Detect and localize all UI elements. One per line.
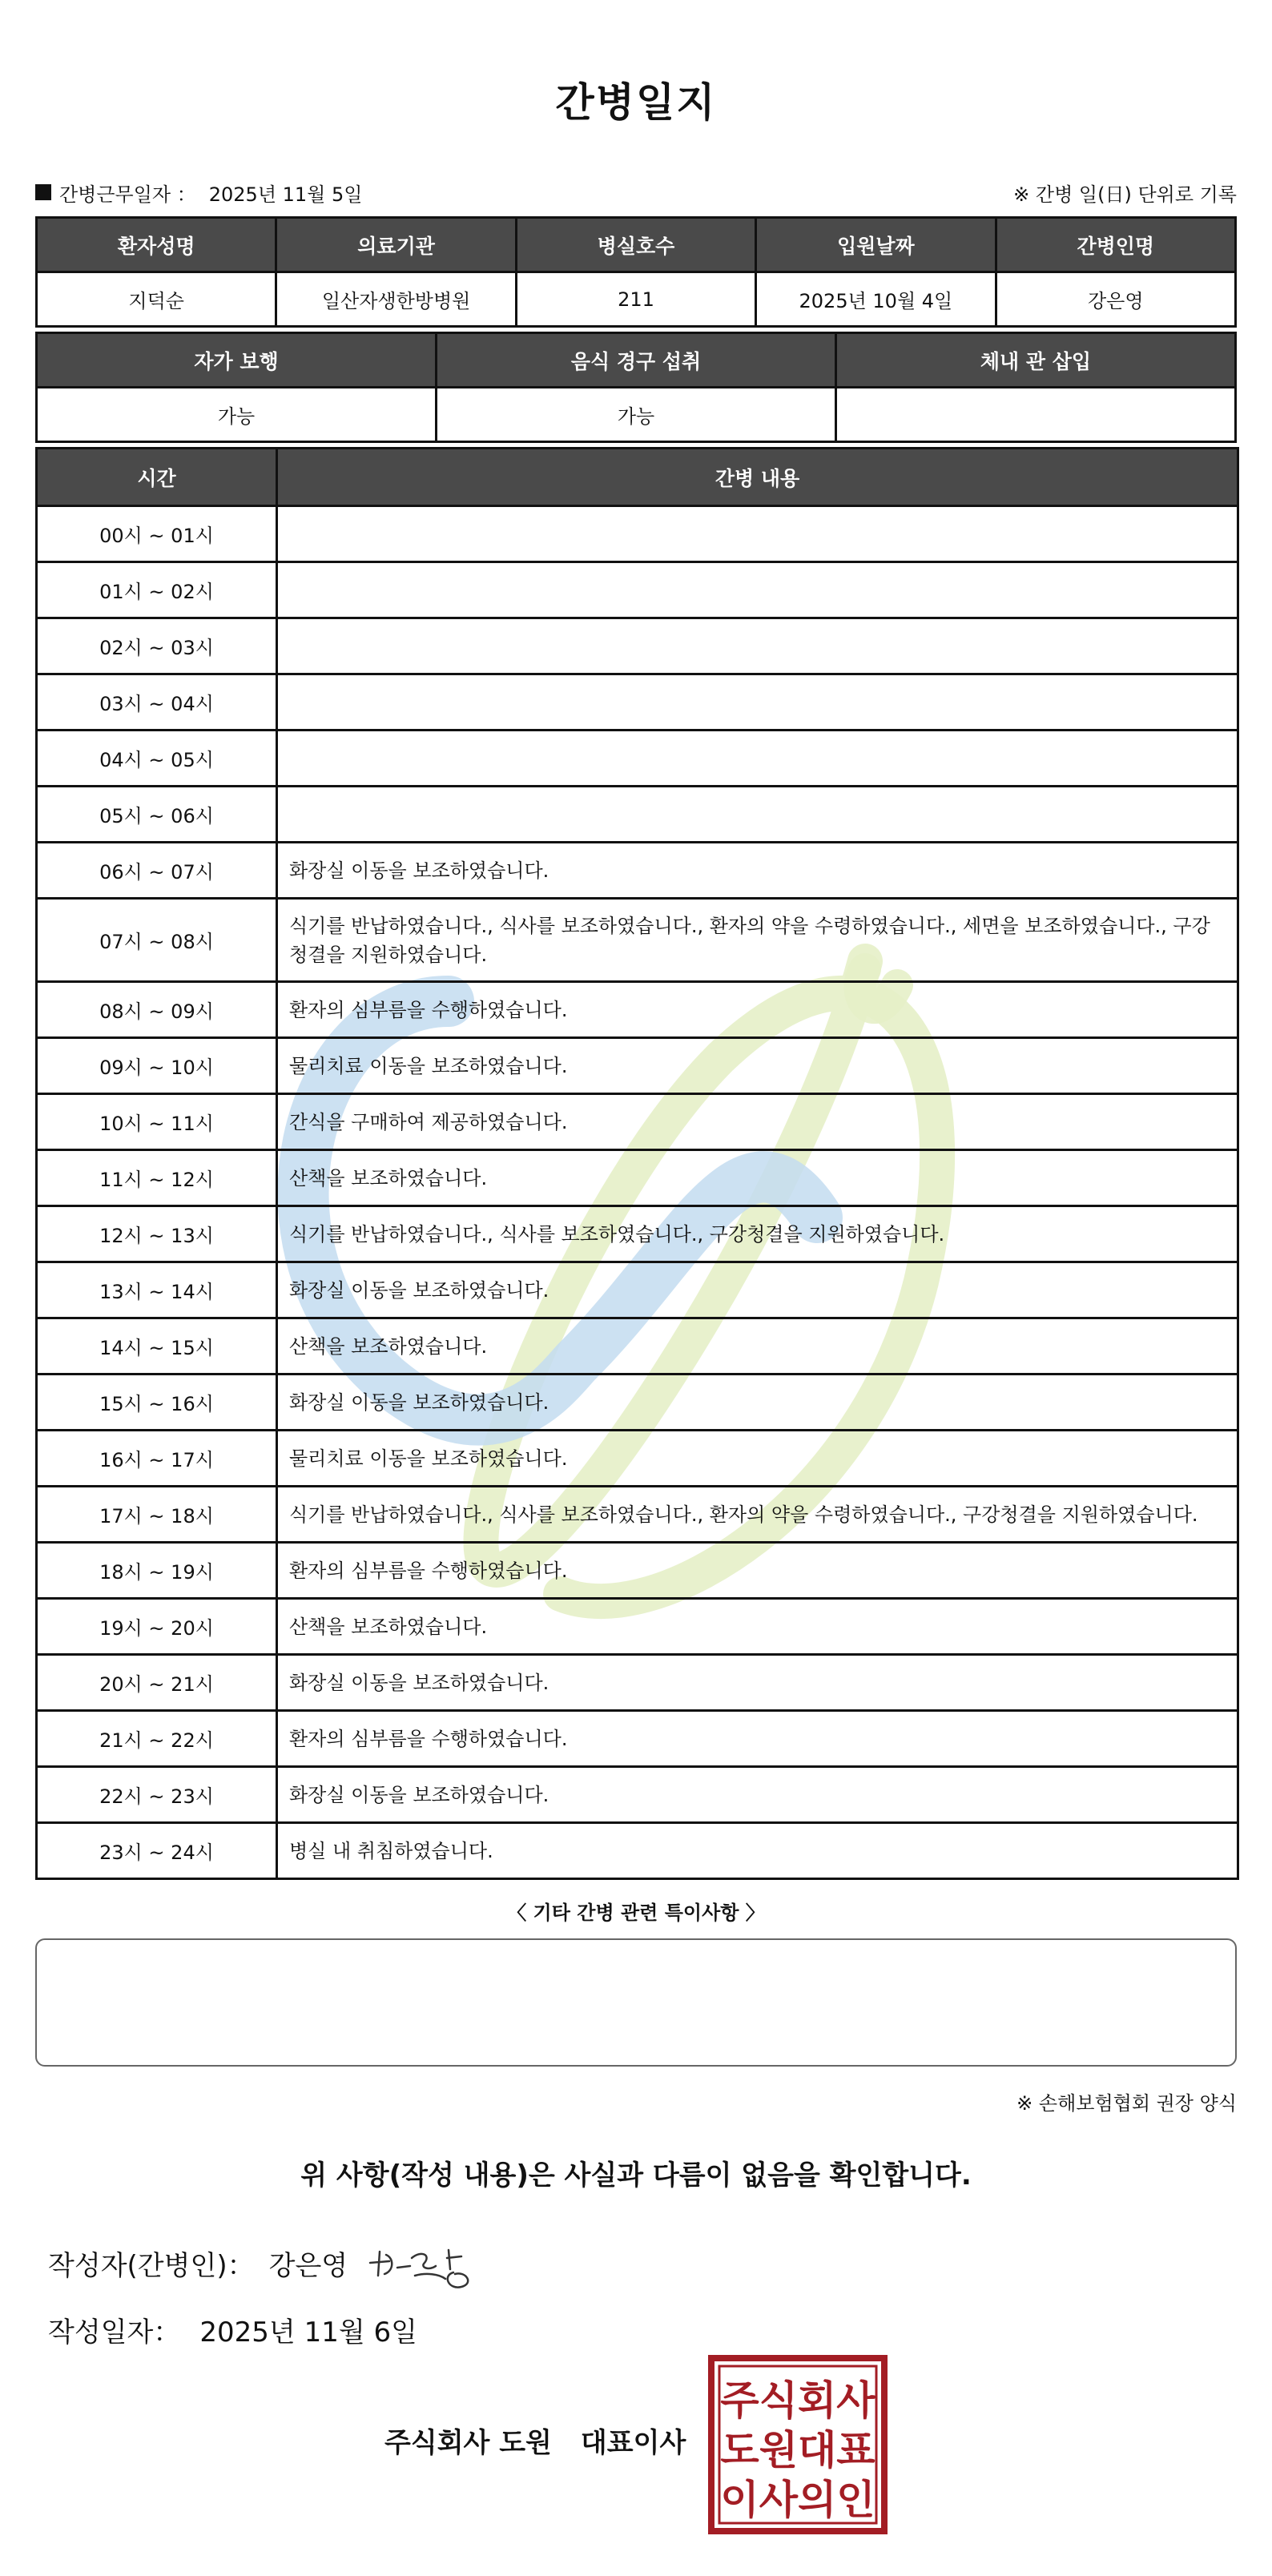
- remarks-box: [35, 1938, 1237, 2067]
- header-care-content: 간병 내용: [277, 449, 1238, 506]
- time-cell: 08시 ~ 09시: [37, 982, 277, 1038]
- time-cell: 01시 ~ 02시: [37, 562, 277, 618]
- time-cell: 03시 ~ 04시: [37, 674, 277, 731]
- time-cell: 05시 ~ 06시: [37, 787, 277, 843]
- header-caregiver: 간병인명: [996, 218, 1235, 272]
- table-row: [37, 1431, 1238, 1487]
- care-content-cell: 화장실 이동을 보조하였습니다.: [277, 1262, 1238, 1318]
- time-cell: 07시 ~ 08시: [37, 899, 277, 982]
- confirm-statement: 위 사항(작성 내용)은 사실과 다름이 없음을 확인합니다.: [300, 2159, 972, 2192]
- header-oral-intake: 음식 경구 섭취: [437, 333, 836, 388]
- time-cell: 19시 ~ 20시: [37, 1599, 277, 1655]
- written-date-row: [48, 2305, 417, 2353]
- care-content-cell: 환자의 심부름을 수행하였습니다.: [277, 1711, 1238, 1767]
- table-row: [37, 982, 1238, 1038]
- remarks-title: 〈 기타 간병 관련 특이사항 〉: [507, 1902, 765, 1924]
- table-row: [37, 1150, 1238, 1206]
- care-content-cell: [277, 506, 1238, 562]
- time-cell: 12시 ~ 13시: [37, 1206, 277, 1262]
- table-row: [37, 1094, 1238, 1150]
- header-patient-name: 환자성명: [37, 218, 276, 272]
- care-content-cell: 식기를 반납하였습니다., 식사를 보조하였습니다., 구강청결을 지원하였습니다.: [277, 1206, 1238, 1262]
- time-cell: 14시 ~ 15시: [37, 1318, 277, 1375]
- patient-info-table: [35, 216, 1237, 328]
- company-signature-line: [384, 2421, 686, 2460]
- table-row: [37, 1767, 1238, 1823]
- time-cell: 22시 ~ 23시: [37, 1767, 277, 1823]
- table-row: [37, 1262, 1238, 1318]
- care-content-cell: [277, 674, 1238, 731]
- care-content-cell: [277, 787, 1238, 843]
- table-row: [37, 1206, 1238, 1262]
- table-row: [37, 1823, 1238, 1879]
- table-row: [37, 843, 1238, 899]
- table-row: [37, 1711, 1238, 1767]
- time-cell: 00시 ~ 01시: [37, 506, 277, 562]
- page-title: 간병일지: [555, 79, 717, 126]
- care-content-cell: 화장실 이동을 보조하였습니다.: [277, 843, 1238, 899]
- handwritten-signature: [362, 2231, 490, 2295]
- care-content-cell: [277, 618, 1238, 674]
- written-date-value: 2025년 11월 6일: [199, 2316, 417, 2349]
- work-date: [35, 179, 362, 207]
- seal-line-2: 도원대표: [720, 2427, 876, 2473]
- tube-value: [836, 388, 1236, 442]
- time-cell: 11시 ~ 12시: [37, 1150, 277, 1206]
- unit-note: ※ 간병 일(日) 단위로 기록: [1013, 183, 1237, 206]
- company-seal-stamp: [708, 2355, 888, 2534]
- table-row: [37, 1318, 1238, 1375]
- care-content-cell: 물리치료 이동을 보조하였습니다.: [277, 1038, 1238, 1094]
- time-cell: 09시 ~ 10시: [37, 1038, 277, 1094]
- time-cell: 04시 ~ 05시: [37, 731, 277, 787]
- time-cell: 13시 ~ 14시: [37, 1262, 277, 1318]
- oral-intake-value: 가능: [437, 388, 836, 442]
- header-tube: 체내 관 삽입: [836, 333, 1236, 388]
- time-cell: 02시 ~ 03시: [37, 618, 277, 674]
- care-content-cell: 식기를 반납하였습니다., 식사를 보조하였습니다., 환자의 약을 수령하였습니다., 구강청결을 지원하였습니다.: [277, 1487, 1238, 1543]
- table-row: [37, 1655, 1238, 1711]
- care-content-cell: 화장실 이동을 보조하였습니다.: [277, 1767, 1238, 1823]
- care-content-cell: [277, 731, 1238, 787]
- time-cell: 16시 ~ 17시: [37, 1431, 277, 1487]
- square-bullet-icon: [35, 184, 51, 200]
- table-row: [37, 731, 1238, 787]
- care-content-cell: 식기를 반납하였습니다., 식사를 보조하였습니다., 환자의 약을 수령하였습니다., 세면을 보조하였습니다., 구강청결을 지원하였습니다.: [277, 899, 1238, 982]
- room-number: 211: [516, 272, 755, 327]
- header-walking: 자가 보행: [37, 333, 437, 388]
- signer-label: 작성자(간병인)：: [48, 2249, 255, 2282]
- table-row: [37, 1038, 1238, 1094]
- care-log-table: [35, 447, 1239, 1880]
- seal-line-1: 주식회사: [720, 2377, 876, 2424]
- table-row: [37, 787, 1238, 843]
- care-content-cell: 병실 내 취침하였습니다.: [277, 1823, 1238, 1879]
- table-row: [37, 1543, 1238, 1599]
- table-row: [37, 1375, 1238, 1431]
- time-cell: 17시 ~ 18시: [37, 1487, 277, 1543]
- time-cell: 10시 ~ 11시: [37, 1094, 277, 1150]
- time-cell: 23시 ~ 24시: [37, 1823, 277, 1879]
- signer-name: 강은영: [268, 2249, 348, 2282]
- signer-row: [48, 2235, 490, 2291]
- time-cell: 20시 ~ 21시: [37, 1655, 277, 1711]
- table-row: [37, 1599, 1238, 1655]
- time-cell: 06시 ~ 07시: [37, 843, 277, 899]
- table-row: [37, 899, 1238, 982]
- walking-value: 가능: [37, 388, 437, 442]
- table-row: [37, 506, 1238, 562]
- patient-name: 지덕순: [37, 272, 276, 327]
- company-name: 주식회사 도원: [384, 2427, 552, 2459]
- table-row: [37, 618, 1238, 674]
- seal-line-3: 이사의인: [720, 2477, 876, 2523]
- time-cell: 15시 ~ 16시: [37, 1375, 277, 1431]
- care-content-cell: 환자의 심부름을 수행하였습니다.: [277, 1543, 1238, 1599]
- meta-row: [35, 176, 1237, 208]
- time-cell: 18시 ~ 19시: [37, 1543, 277, 1599]
- care-content-cell: 화장실 이동을 보조하였습니다.: [277, 1375, 1238, 1431]
- table-row: [37, 562, 1238, 618]
- recommend-note: ※ 손해보험협회 권장 양식: [1016, 2092, 1237, 2115]
- hospital-name: 일산자생한방병원: [276, 272, 516, 327]
- care-content-cell: 산책을 보조하였습니다.: [277, 1150, 1238, 1206]
- time-cell: 21시 ~ 22시: [37, 1711, 277, 1767]
- caregiver-name: 강은영: [996, 272, 1235, 327]
- care-content-cell: 산책을 보조하였습니다.: [277, 1599, 1238, 1655]
- company-title: 대표이사: [580, 2427, 686, 2459]
- header-admission-date: 입원날짜: [756, 218, 996, 272]
- care-content-cell: 간식을 구매하여 제공하였습니다.: [277, 1094, 1238, 1150]
- admission-date: 2025년 10월 4일: [756, 272, 996, 327]
- table-row: [37, 1487, 1238, 1543]
- care-content-cell: 산책을 보조하였습니다.: [277, 1318, 1238, 1375]
- work-date-label: 간병근무일자 ：: [59, 183, 196, 206]
- care-content-cell: 물리치료 이동을 보조하였습니다.: [277, 1431, 1238, 1487]
- header-time: 시간: [37, 449, 277, 506]
- written-date-label: 작성일자：: [48, 2316, 181, 2349]
- patient-ability-table: [35, 332, 1237, 443]
- header-room: 병실호수: [516, 218, 755, 272]
- table-row: [37, 674, 1238, 731]
- care-content-cell: 화장실 이동을 보조하였습니다.: [277, 1655, 1238, 1711]
- care-content-cell: [277, 562, 1238, 618]
- work-date-value: 2025년 11월 5일: [208, 183, 363, 206]
- header-hospital: 의료기관: [276, 218, 516, 272]
- care-content-cell: 환자의 심부름을 수행하였습니다.: [277, 982, 1238, 1038]
